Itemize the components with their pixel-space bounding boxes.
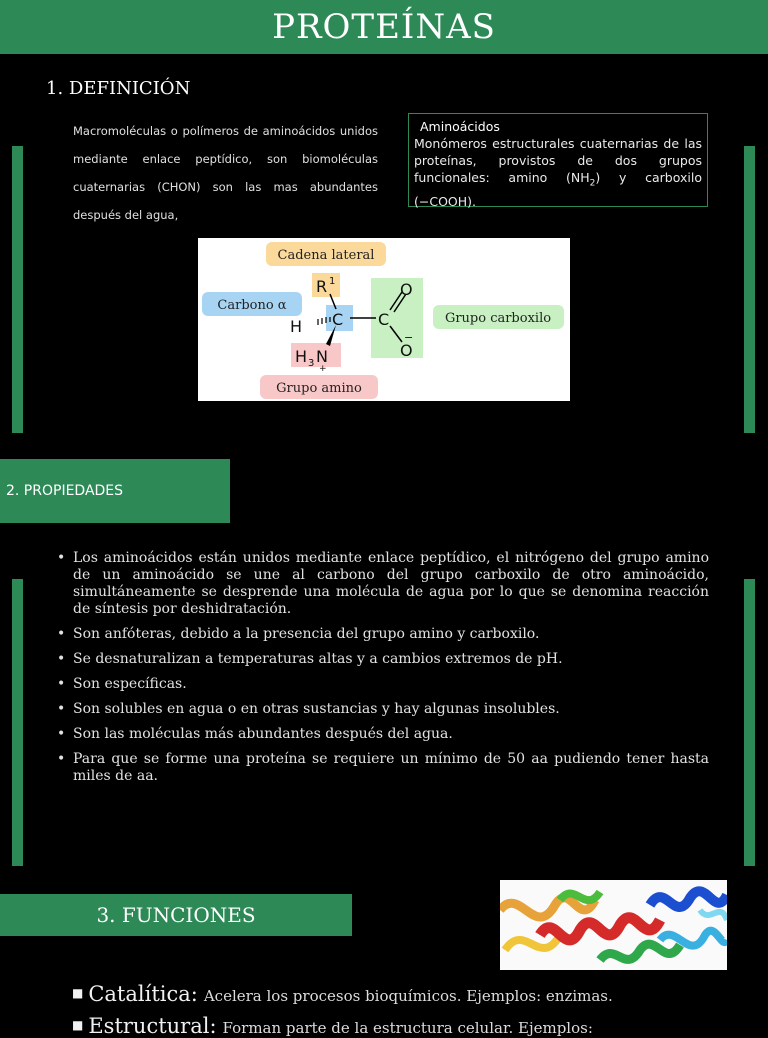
amino-acid-structure-svg xyxy=(198,238,570,401)
left-accent-bar-bottom xyxy=(12,579,23,866)
atom-nh3-subscript: 3 xyxy=(308,358,315,369)
aminoacids-title: Aminoácidos xyxy=(420,119,500,134)
atom-c-carboxyl: C xyxy=(378,310,390,329)
function-name: Estructural: xyxy=(88,1014,217,1038)
carboxyl-label: Grupo carboxilo xyxy=(444,311,552,326)
page-title: PROTEÍNAS xyxy=(272,7,496,47)
right-accent-bar-top xyxy=(744,146,755,433)
definition-heading: 1. DEFINICIÓN xyxy=(46,78,191,99)
list-item: • Son anfóteras, debido a la presencia del grupo amino y carboxilo. xyxy=(57,626,709,643)
atom-n: N xyxy=(316,347,328,366)
aminoacids-box xyxy=(408,113,708,207)
right-accent-bar-bottom xyxy=(744,579,755,866)
function-name: Catalítica: xyxy=(88,982,198,1006)
definition-text: Macromoléculas o polímeros de aminoácidos unidos mediante enlace peptídico, son biomoléculas cuaternarias (CHON) son las mas abundantes después del agua, xyxy=(73,124,378,222)
atom-o-charge: − xyxy=(404,331,414,344)
aminoacids-text: Monómeros estructurales cuaternarias de las proteínas, provistos de dos grupos funcionales: amino $(NH_2)$ y carboxilo (−COOH). xyxy=(414,136,702,209)
atom-o-bottom: O xyxy=(400,341,413,360)
protein-ribbon-illustration xyxy=(500,880,727,970)
list-item: • Para que se forme una proteína se requiere un mínimo de 50 aa pudiendo tener hasta miles de aa. xyxy=(57,751,709,785)
properties-heading: 2. PROPIEDADES xyxy=(6,483,124,499)
properties-header xyxy=(0,459,230,523)
list-item: • Son específicas. xyxy=(57,676,709,693)
function-desc: Forman parte de la estructura celular. Ejemplos: xyxy=(222,1019,593,1037)
list-item: • Los aminoácidos están unidos mediante enlace peptídico, el nitrógeno del grupo amino de un aminoácido se une al carbono del grupo carboxilo de otro aminoácido, simultáneamente se desprende una molécula de agua por lo que se denomina reacción de síntesis por deshidratación. xyxy=(57,550,709,618)
list-item: • Son solubles en agua o en otras sustancias y hay algunas insolubles. xyxy=(57,701,709,718)
function-item-structural: ■ Estructural: Forman parte de la estructura celular. Ejemplos: xyxy=(72,1014,593,1038)
atom-nh3-h: H xyxy=(295,347,308,366)
atom-n-charge: + xyxy=(319,364,327,374)
functions-heading: 3. FUNCIONES xyxy=(96,903,256,927)
protein-structure-image xyxy=(500,880,727,970)
atom-r: R xyxy=(316,277,328,296)
amino-acid-diagram xyxy=(198,238,570,401)
function-item-catalytic: ■ Catalítica: Acelera los procesos bioquímicos. Ejemplos: enzimas. xyxy=(72,982,613,1006)
properties-list xyxy=(57,550,709,793)
title-bar xyxy=(0,0,768,54)
left-accent-bar-top xyxy=(12,146,23,433)
function-desc: Acelera los procesos bioquímicos. Ejemplos: enzimas. xyxy=(203,987,613,1005)
atom-h: H xyxy=(290,317,303,336)
atom-c-alpha: C xyxy=(332,310,344,329)
list-item: • Se desnaturalizan a temperaturas altas y a cambios extremos de pH. xyxy=(57,651,709,668)
atom-r-superscript: 1 xyxy=(329,276,336,287)
atom-o-top: O xyxy=(400,280,413,299)
side-chain-label: Cadena lateral xyxy=(277,248,375,263)
list-item: • Son las moléculas más abundantes después del agua. xyxy=(57,726,709,743)
functions-header xyxy=(0,894,352,936)
alpha-carbon-label: Carbono α xyxy=(217,298,287,313)
amino-label: Grupo amino xyxy=(276,381,362,396)
